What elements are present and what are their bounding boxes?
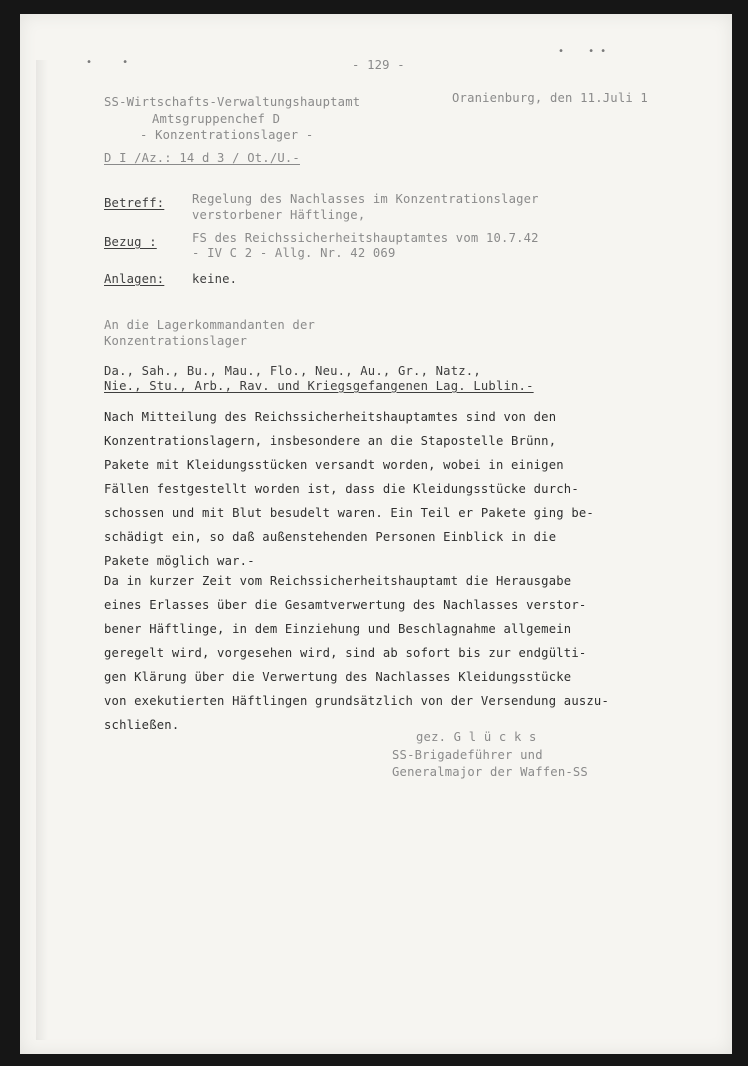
betreff-line-1: Regelung des Nachlasses im Konzentrationslager [192, 192, 539, 206]
sender-line-2: Amtsgruppenchef D [152, 112, 281, 126]
body-line-4: Fällen festgestellt worden ist, dass die Kleidungsstücke durch- [104, 482, 579, 496]
betreff-line-2: verstorbener Häftlinge, [192, 208, 366, 222]
body-line-10: bener Häftlinge, in dem Einziehung und Beschlagnahme allgemein [104, 622, 572, 636]
body-line-6: schädigt ein, so daß außenstehenden Personen Einblick in die [104, 530, 557, 544]
punch-marks-right: • • • [558, 46, 607, 57]
body-line-2: Konzentrationslagern, insbesondere an die Stapostelle Brünn, [104, 434, 557, 448]
body-line-11: geregelt wird, vorgesehen wird, sind ab sofort bis zur endgülti- [104, 646, 587, 660]
signature-line-2: SS-Brigadeführer und [392, 748, 543, 762]
anlagen-value: keine. [192, 272, 238, 286]
signature-line-1: gez. G l ü c k s [416, 730, 537, 744]
body-line-14: schließen. [104, 718, 180, 732]
anlagen-label: Anlagen: [104, 272, 165, 286]
page-number: - 129 - [352, 58, 405, 72]
body-line-12: gen Klärung über die Verwertung des Nachlasses Kleidungsstücke [104, 670, 572, 684]
camps-line-2: Nie., Stu., Arb., Rav. und Kriegsgefangenen Lag. Lublin.- [104, 379, 534, 393]
recipient-line-2: Konzentrationslager [104, 334, 248, 348]
bezug-line-2: - IV C 2 - Allg. Nr. 42 069 [192, 246, 396, 260]
camps-line-1: Da., Sah., Bu., Mau., Flo., Neu., Au., Gr., Natz., [104, 364, 481, 378]
sender-line-1: SS-Wirtschafts-Verwaltungshauptamt [104, 95, 361, 109]
page-shadow [36, 60, 48, 1040]
body-line-13: von exekutierten Häftlingen grundsätzlich von der Versendung auszu- [104, 694, 610, 708]
body-line-3: Pakete mit Kleidungsstücken versandt worden, wobei in einigen [104, 458, 564, 472]
body-line-5: schossen und mit Blut besudelt waren. Ein Teil er Pakete ging be- [104, 506, 594, 520]
body-line-7: Pakete möglich war.- [104, 554, 255, 568]
signature-line-3: Generalmajor der Waffen-SS [392, 765, 588, 779]
sender-line-3: - Konzentrationslager - [140, 128, 314, 142]
body-line-8: Da in kurzer Zeit vom Reichssicherheitshauptamt die Herausgabe [104, 574, 572, 588]
body-line-1: Nach Mitteilung des Reichssicherheitshauptamtes sind von den [104, 410, 557, 424]
recipient-line-1: An die Lagerkommandanten der [104, 318, 316, 332]
punch-marks-left: • • [86, 57, 129, 68]
bezug-line-1: FS des Reichssicherheitshauptamtes vom 10.7.42 [192, 231, 539, 245]
body-line-9: eines Erlasses über die Gesamtverwertung des Nachlasses verstor- [104, 598, 587, 612]
betreff-label: Betreff: [104, 196, 165, 210]
reference-code: D I /Az.: 14 d 3 / Ot./U.- [104, 151, 300, 165]
place-date: Oranienburg, den 11.Juli 1 [452, 91, 648, 105]
bezug-label: Bezug : [104, 235, 157, 249]
